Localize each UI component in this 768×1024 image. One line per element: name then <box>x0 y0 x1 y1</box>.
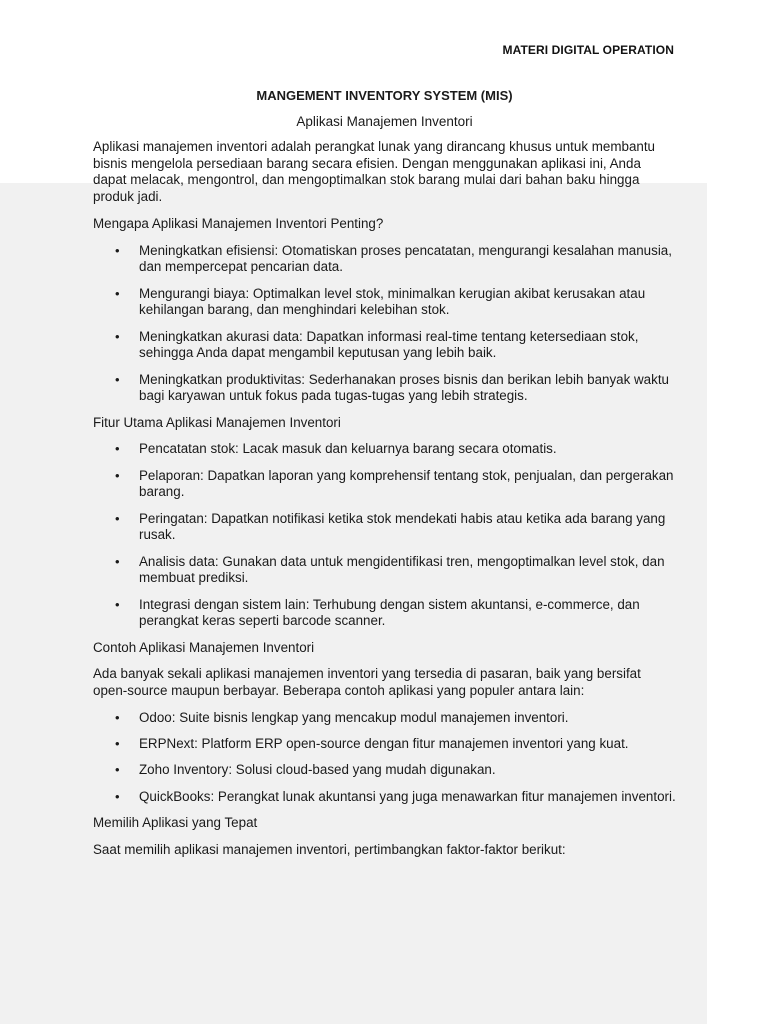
document-title: MANGEMENT INVENTORY SYSTEM (MIS) <box>256 88 513 103</box>
bullet-icon: • <box>115 553 120 569</box>
list-item <box>93 736 678 753</box>
list-item <box>93 286 678 319</box>
list-item-text: Pencatatan stok: Lacak masuk dan keluarnya barang secara otomatis. <box>139 441 557 457</box>
bullet-icon: • <box>115 371 120 387</box>
section-heading-features: Fitur Utama Aplikasi Manajemen Inventori <box>93 414 341 430</box>
bullet-icon: • <box>115 762 120 778</box>
header-label: MATERI DIGITAL OPERATION <box>502 43 674 57</box>
list-item-text: QuickBooks: Perangkat lunak akuntansi yang juga menawarkan fitur manajemen inventori. <box>139 788 676 804</box>
list-item <box>93 554 678 587</box>
list-item-text: Pelaporan: Dapatkan laporan yang komprehensif tentang stok, penjualan, dan pergerakan barang. <box>139 467 674 500</box>
list-item-text: Meningkatkan akurasi data: Dapatkan informasi real-time tentang ketersediaan stok, sehingga Anda dapat mengambil keputusan yang lebih baik. <box>139 328 639 361</box>
intro-paragraph: Aplikasi manajemen inventori adalah perangkat lunak yang dirancang khusus untuk membantu bisnis mengelola persediaan barang secara efisien. Dengan menggunakan aplikasi ini, Anda dapat melacak, mengontrol, dan mengoptimalkan stok barang mulai dari bahan baku hingga produk jadi. <box>93 139 656 205</box>
document-body <box>93 139 678 868</box>
list-item-text: Mengurangi biaya: Optimalkan level stok, minimalkan kerugian akibat kerusakan atau kehilangan barang, dan menghindari kelebihan stok. <box>139 285 646 318</box>
list-item <box>93 243 678 276</box>
section-heading-choose: Memilih Aplikasi yang Tepat <box>93 814 258 830</box>
examples-list <box>93 710 678 806</box>
bullet-icon: • <box>115 510 120 526</box>
list-item <box>93 762 678 779</box>
examples-intro-paragraph: Ada banyak sekali aplikasi manajemen inventori yang tersedia di pasaran, baik yang bersifat open-source maupun berbayar. Beberapa contoh aplikasi yang populer antara lain: <box>93 666 641 698</box>
bullet-icon: • <box>115 242 120 258</box>
list-item <box>93 372 678 405</box>
list-item-text: Zoho Inventory: Solusi cloud-based yang mudah digunakan. <box>139 762 496 778</box>
list-item-text: Odoo: Suite bisnis lengkap yang mencakup modul manajemen inventori. <box>139 709 569 725</box>
bullet-icon: • <box>115 467 120 483</box>
why-list <box>93 243 678 405</box>
list-item-text: Peringatan: Dapatkan notifikasi ketika stok mendekati habis atau ketika ada barang yang rusak. <box>139 510 666 543</box>
bullet-icon: • <box>115 441 120 457</box>
list-item-text: Integrasi dengan sistem lain: Terhubung dengan sistem akuntansi, e-commerce, dan perangkat keras seperti barcode scanner. <box>139 596 640 629</box>
section-heading-examples: Contoh Aplikasi Manajemen Inventori <box>93 639 315 655</box>
bullet-icon: • <box>115 788 120 804</box>
bullet-icon: • <box>115 285 120 301</box>
list-item <box>93 710 678 727</box>
list-item-text: Meningkatkan efisiensi: Otomatiskan proses pencatatan, mengurangi kesalahan manusia, dan mempercepat pencarian data. <box>139 242 672 275</box>
list-item-text: Analisis data: Gunakan data untuk mengidentifikasi tren, mengoptimalkan level stok, dan membuat prediksi. <box>139 553 665 586</box>
section-heading-why: Mengapa Aplikasi Manajemen Inventori Penting? <box>93 215 384 231</box>
choose-intro-paragraph: Saat memilih aplikasi manajemen inventori, pertimbangkan faktor-faktor berikut: <box>93 841 566 857</box>
list-item <box>93 511 678 544</box>
bullet-icon: • <box>115 735 120 751</box>
list-item <box>93 789 678 806</box>
bullet-icon: • <box>115 596 120 612</box>
list-item-text: ERPNext: Platform ERP open-source dengan fitur manajemen inventori yang kuat. <box>139 735 629 751</box>
list-item <box>93 329 678 362</box>
list-item <box>93 441 678 458</box>
bullet-icon: • <box>115 328 120 344</box>
bullet-icon: • <box>115 709 120 725</box>
document-subtitle: Aplikasi Manajemen Inventori <box>296 114 473 129</box>
list-item <box>93 468 678 501</box>
features-list <box>93 441 678 630</box>
list-item-text: Meningkatkan produktivitas: Sederhanakan proses bisnis dan berikan lebih banyak waktu bagi karyawan untuk fokus pada tugas-tugas yang lebih strategis. <box>139 371 669 404</box>
list-item <box>93 597 678 630</box>
